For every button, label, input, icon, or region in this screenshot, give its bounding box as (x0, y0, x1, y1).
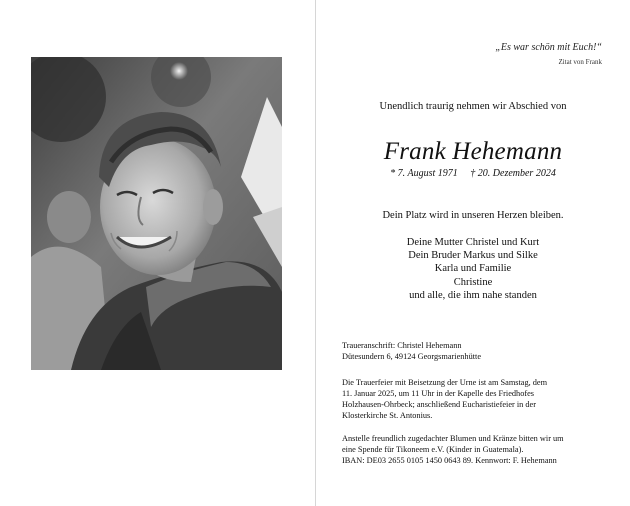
motto-text: Dein Platz wird in unseren Herzen bleiben. (382, 210, 564, 221)
ceremony-line: Die Trauerfeier mit Beisetzung der Urne ist am Samstag, dem (342, 378, 548, 387)
address-line: Traueranschrift: Christel Hehemann (342, 341, 462, 350)
ceremony-line: 11. Januar 2025, um 11 Uhr in der Kapelle des Friedhofes (342, 389, 535, 398)
deceased-name: Frank Hehemann (383, 138, 563, 165)
mourner-line: Christine (453, 276, 493, 288)
ceremony-line: Klosterkirche St. Antonius. (342, 411, 433, 420)
birth-date: * 7. August 1971 (390, 168, 458, 179)
donation-info (342, 433, 622, 466)
mourner-line: Karla und Familie (434, 263, 512, 275)
mourner-line: und alle, die ihm nahe standen (409, 289, 537, 301)
life-dates (316, 168, 630, 179)
portrait-photo-icon (31, 57, 282, 370)
quote-source: Zitat von Frank (558, 58, 602, 66)
death-date: † 20. Dezember 2024 (470, 168, 556, 179)
mourning-address (342, 340, 622, 362)
address-line: Dütesundern 6, 49124 Georgsmarienhütte (342, 352, 482, 361)
ceremony-info (342, 377, 622, 421)
donation-line: eine Spende für Tikoneem e.V. (Kinder in Guatemala). (342, 445, 524, 454)
mourner-line: Dein Bruder Markus und Silke (408, 250, 538, 262)
intro-text: Unendlich traurig nehmen wir Abschied von (379, 101, 567, 112)
quote-text: „Es war schön mit Euch!“ (495, 42, 602, 53)
mourner-line: Deine Mutter Christel und Kurt (406, 237, 540, 248)
mourners-list (316, 236, 630, 302)
donation-line: IBAN: DE03 2655 0105 1450 0643 89. Kennwort: F. Hehemann (342, 456, 557, 465)
ceremony-line: Holzhausen-Ohrbeck; anschließend Eucharistiefeier in der (342, 400, 536, 409)
donation-line: Anstelle freundlich zugedachter Blumen und Kränze bitten wir um (342, 434, 564, 443)
right-page (316, 0, 630, 506)
